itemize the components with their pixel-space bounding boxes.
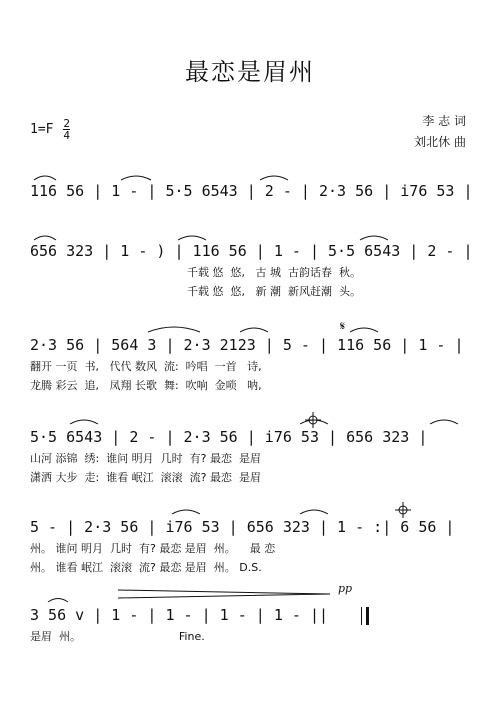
slur-mark [430,420,458,424]
lyrics-line-4-verse1: 山河 添锦 绣: 谁问 明月 几时 有? 最恋 是眉 [30,452,261,465]
song-title: 最恋是眉州 [185,58,315,86]
slur-mark [300,420,328,424]
slur-mark [121,176,151,180]
music-line-4: 5·5 6543 | 2 - | 2·3 56 | i76 53 | 656 323 | [30,428,428,446]
lyrics-line-2-verse2: 千载 悠 悠, 新 潮 新风赶潮 头。 [187,285,361,298]
slur-mark [178,236,206,240]
lyrics-line-2-verse1: 千载 悠 悠, 古 城 古韵话春 秋。 [187,266,361,279]
dynamic-marking: pp [338,582,353,595]
slur-mark [300,510,328,514]
final-barline [366,607,369,625]
time-denominator: 4 [63,129,70,142]
lyricist-credit: 李 志 词 [422,114,466,128]
music-line-5: 5 - | 2·3 56 | i76 53 | 656 323 | 1 - :| 6 56 | [30,518,455,536]
slur-mark [240,328,268,332]
slur-mark [350,328,378,332]
crescendo-hairpin [118,590,330,598]
music-line-2: 656 323 | 1 - ) | 116 56 | 1 - | 5·5 6543 | 2 - | [30,242,473,260]
slur-mark [360,236,388,240]
time-signature [63,118,70,141]
slur-mark [148,327,200,332]
music-line-1: 116 56 | 1 - | 5·5 6543 | 2 - | 2·3 56 | i76 53 | [30,182,473,200]
slur-mark [48,599,68,603]
lyrics-line-3-verse1: 翻开 一页 书, 代代 数风 流: 吟唱 一首 诗, [30,360,262,373]
music-line-6: 3 56 v | 1 - | 1 - | 1 - | 1 - || [30,606,329,624]
key-text: 1=F [30,122,54,137]
slur-mark [70,420,98,424]
slur-mark [172,510,200,514]
slur-mark [34,176,56,180]
segno-sign: 𝄋 [340,319,346,333]
time-numerator: 2 [63,117,70,130]
lyrics-line-5-verse1: 州。 谁问 明月 几时 有? 最恋 是眉 州。 最 恋 [30,542,276,555]
key-signature [30,118,70,141]
lyrics-line-6-verse1: 是眉 州。 Fine. [30,630,205,643]
lyrics-line-3-verse2: 龙腾 彩云 追, 凤翔 长歌 舞: 吹响 金唢 呐, [30,379,262,392]
music-line-3: 2·3 56 | 564 3 | 2·3 2123 | 5 - | 116 56 | 1 - | [30,336,464,354]
coda-sign [309,416,317,424]
lyrics-line-5-verse2: 州。 谁看 岷江 滚滚 流? 最恋 是眉 州。 D.S. [30,561,262,574]
slur-mark [260,176,288,180]
lyrics-line-4-verse2: 潇洒 大步 走: 谁看 岷江 滚滚 流? 最恋 是眉 [30,471,261,484]
coda-sign [399,506,407,514]
slur-mark [34,236,56,240]
composer-credit: 刘北休 曲 [414,135,466,149]
